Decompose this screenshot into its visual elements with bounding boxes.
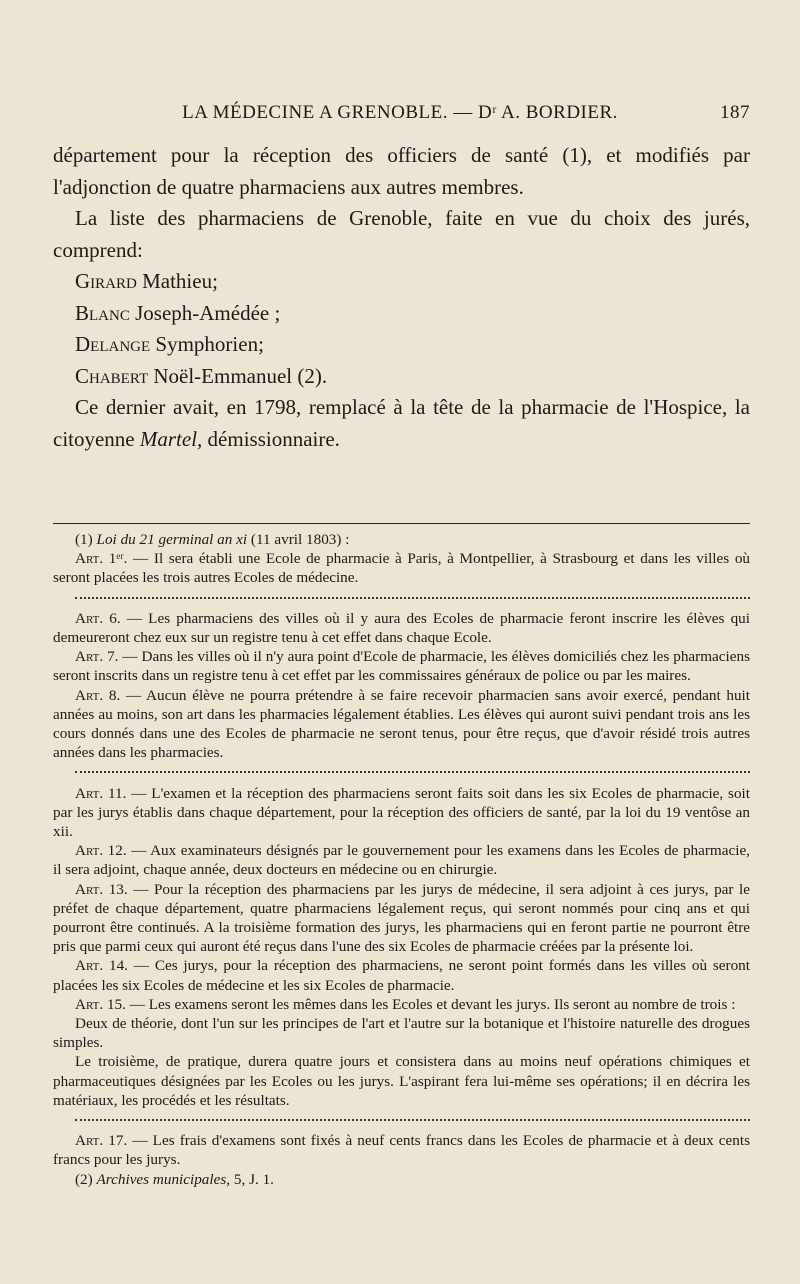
article-label: Art. 8. <box>75 686 121 704</box>
article-text: — L'examen et la réception des pharmaciens seront faits soit dans les six Ecoles de pharmacie, soit par les jurys établis dans chaque département, pour la réception des officiers de santé, par la loi du 19 ventôse an xii. <box>53 784 750 841</box>
article-label: Art. 17. <box>75 1132 128 1150</box>
article-label: Art. 15. <box>75 995 126 1013</box>
article <box>53 880 750 957</box>
articles-group-b <box>53 609 750 763</box>
paragraph-practice: Le troisième, de pratique, durera quatre jours et consistera dans au moins neuf opérations chimiques et pharmaceutiques désignées par les Ecoles ou les jurys. L'aspirant fera lui-même ses opérations; il en décrira les matériaux, les procédés et les résultats. <box>53 1053 750 1109</box>
paragraph-3-text: Ce dernier avait, en 1798, remplacé à la tête de la pharmacie de l'Hospice, la citoyenne <box>53 395 750 451</box>
article-label: Art. 13. <box>75 880 128 898</box>
article <box>53 647 750 685</box>
paragraph-theory: Deux de théorie, dont l'un sur les principes de l'art et l'autre sur la botanique et l'histoire naturelle des drogues simples. <box>53 1015 750 1052</box>
given-name: Symphorien; <box>155 332 264 356</box>
surname: Girard <box>75 269 137 293</box>
pharmacist-list <box>53 266 750 392</box>
article-label: Art. 14. <box>75 957 128 975</box>
running-head <box>60 102 750 124</box>
list-item <box>75 329 750 361</box>
surname: Chabert <box>75 363 149 388</box>
paragraph-1: département pour la réception des officiers de santé (1), et modifiés par l'adjonction de quatre pharmaciens aux autres membres. <box>53 143 750 199</box>
articles-group-d <box>53 1131 750 1169</box>
article <box>53 841 750 879</box>
article <box>53 609 750 647</box>
ellipsis-dots <box>75 588 750 599</box>
footnotes <box>53 530 750 1189</box>
article <box>53 956 750 994</box>
article <box>53 686 750 763</box>
footnote-1-heading <box>53 530 750 549</box>
article-text: — Les frais d'examens sont fixés à neuf cents francs dans les Ecoles de pharmacie et à deux cents francs pour les jurys. <box>53 1132 750 1169</box>
article-text: — Aux examinateurs désignés par le gouvernement pour les examens dans les Ecoles de pharmacie, il sera adjoint, chaque année, deux docteurs en médecine ou en chirurgie. <box>53 842 750 879</box>
footnote-mark: (2) <box>75 1170 93 1188</box>
article-label: Art. 1ᵉʳ. <box>75 550 128 568</box>
article-text: — Aucun élève ne pourra prétendre à se faire recevoir pharmacien sans avoir exercé, pendant huit années au moins, son art dans les pharmacies légalement établies. Les élèves qui auront suivi pendant trois ans les cours donnés dans une des Ecoles de pharmacie ne seront tenus, pour être reçus, que d'avoir résidé trois autres années dans les pharmacies. <box>53 686 750 762</box>
list-item <box>75 361 750 393</box>
article-text: — Les pharmaciens des villes où il y aura des Ecoles de pharmacie feront inscrire les élèves qui demeureront chez eux sur un registre tenu à cet effet dans chaque Ecole. <box>53 609 750 646</box>
running-head-title: LA MÉDECINE A GRENOBLE. — Dʳ A. BORDIER. <box>182 102 618 123</box>
paragraph-2: La liste des pharmaciens de Grenoble, faite en vue du choix des jurés, comprend: <box>53 206 750 262</box>
ellipsis-dots <box>75 762 750 773</box>
surname: Delange <box>75 332 151 356</box>
article <box>53 784 750 842</box>
list-item <box>75 266 750 298</box>
paragraph-3-name: Martel, <box>139 426 203 451</box>
ellipsis-dots <box>75 1110 750 1121</box>
article <box>53 549 750 587</box>
footnote-source-title: Archives municipales, <box>96 1170 231 1188</box>
footnote-law-date: (11 avril 1803) : <box>247 531 350 548</box>
article-text: — Ces jurys, pour la réception des pharmaciens, ne seront point formés dans les villes où seront placées les six Ecoles de médecine et les six Ecoles de pharmacie. <box>53 957 750 994</box>
main-text <box>53 140 750 455</box>
footnote-2 <box>53 1170 750 1189</box>
article-label: Art. 12. <box>75 842 127 860</box>
article <box>53 1131 750 1169</box>
surname: Blanc <box>75 300 130 325</box>
article-label: Art. 6. <box>75 609 121 627</box>
given-name: Joseph-Amédée ; <box>135 300 281 325</box>
page-number: 187 <box>720 102 750 123</box>
article-text: — Les examens seront les mêmes dans les Ecoles et devant les jurys. Ils seront au nombre de trois : <box>125 995 736 1013</box>
paragraph-3-end: démissionnaire. <box>202 426 340 451</box>
footnote-mark: (1) <box>75 531 93 548</box>
article <box>53 995 750 1014</box>
footnote-source-ref: 5, J. 1. <box>230 1170 274 1188</box>
article-text: — Dans les villes où il n'y aura point d'Ecole de pharmacie, les élèves domiciliés chez les pharmaciens seront inscrits dans un registre tenu à cet effet par les commissaires généraux de police ou par les maires. <box>53 648 750 685</box>
article-text: — Pour la réception des pharmaciens par les jurys de médecine, il sera adjoint à ces jurys, par le préfet de chaque département, quatre pharmaciens légalement reçus, qui seront nommés pour cinq ans et qui pourront être continués. A la troisième formation des jurys, les pharmaciens qui en feront partie ne pourront être pris que parmi ceux qui auront été reçus dans l'une des six Ecoles de pharmacie créées par la présente loi. <box>53 880 750 956</box>
articles-group-a <box>53 549 750 587</box>
article-label: Art. 7. <box>75 648 119 666</box>
footnote-rule <box>53 523 750 524</box>
given-name: Mathieu; <box>142 269 218 293</box>
article-text: — Il sera établi une Ecole de pharmacie à Paris, à Montpellier, à Strasbourg et dans les villes où seront placées les trois autres Ecoles de médecine. <box>53 550 751 587</box>
footnote-law-title: Loi du 21 germinal an xi <box>96 531 248 548</box>
article-label: Art. 11. <box>75 784 127 802</box>
articles-group-c <box>53 784 750 1110</box>
paragraph-3 <box>53 392 750 455</box>
given-name: Noël-Emmanuel (2). <box>153 363 328 388</box>
list-item <box>75 298 750 330</box>
